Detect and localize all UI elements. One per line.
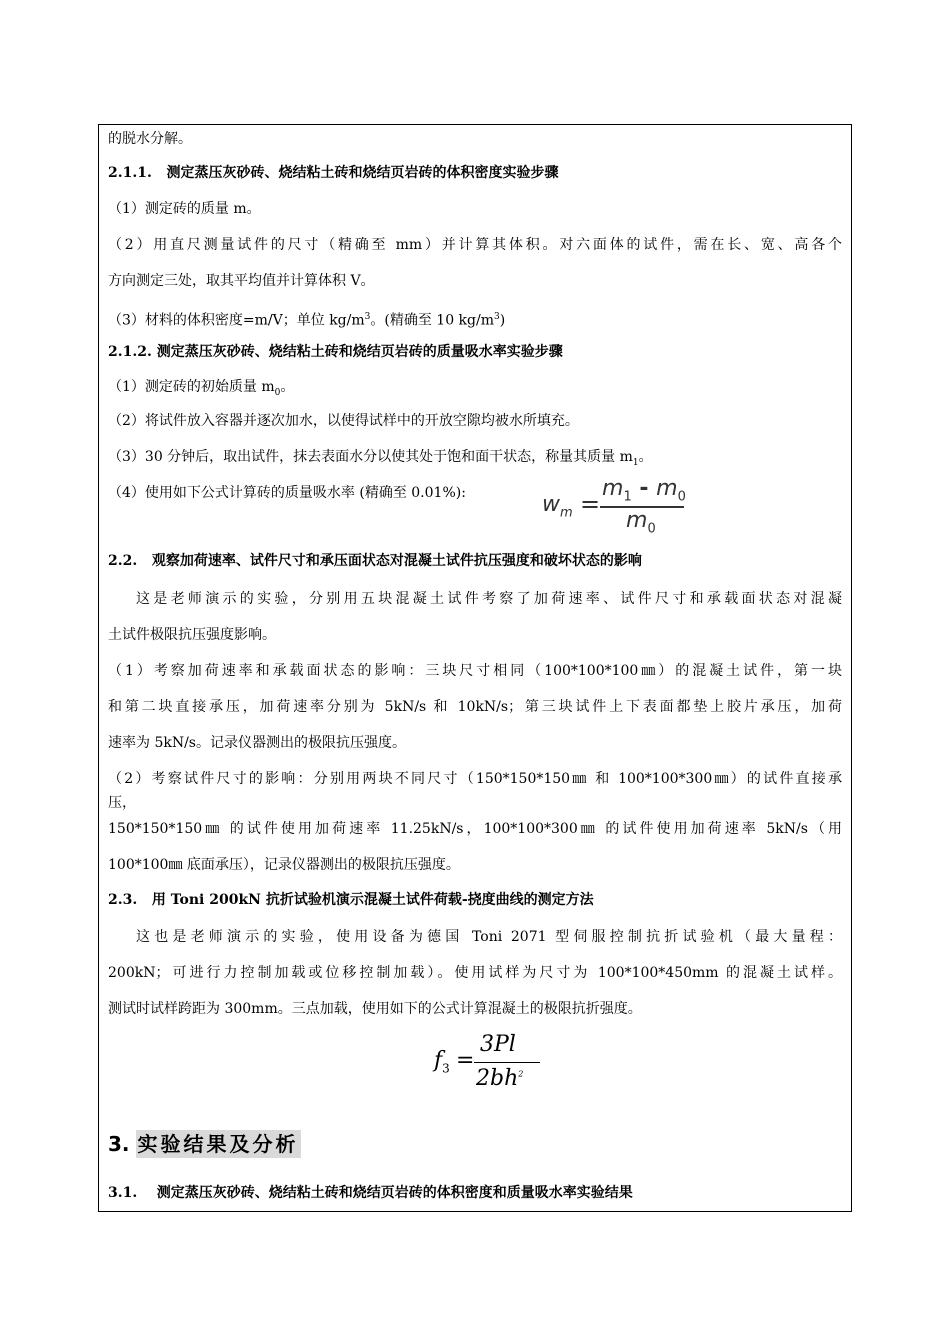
- para-2-2: 这是老师演示的实验，分别用五块混凝土试件考察了加荷速率、试件尺寸和承载面状态对混凝: [136, 591, 842, 607]
- heading-2-1-2: 2.1.2. 测定蒸压灰砂砖、烧结粘土砖和烧结页岩砖的质量吸水率实验步骤: [108, 344, 563, 360]
- case-1-line-2: 和第二块直接承压，加荷速率分别为 5kN/s 和 10kN/s；第三块试件上下表面都垫上胶片承压，加荷: [108, 699, 842, 715]
- heading-2-3: 2.3. 用 Toni 200kN 抗折试验机演示混凝土试件荷载-挠度曲线的测定方法: [108, 892, 594, 908]
- para-2-3: 这也是老师演示的实验，使用设备为德国 Toni 2071 型伺服控制抗折试验机（最大量程：: [136, 929, 842, 945]
- heading-2-1-1: 2.1.1. 测定蒸压灰砂砖、烧结粘土砖和烧结页岩砖的体积密度实验步骤: [108, 165, 559, 181]
- case-2-line-1: （2）考察试件尺寸的影响：分别用两块不同尺寸（150*150*150㎜ 和 100*100*300㎜）的试件直接承: [108, 771, 842, 787]
- absorb-step-1: （1）测定砖的初始质量 $m_0$。: [108, 379, 295, 398]
- para-2-2-cont: 土试件极限抗压强度影响。: [108, 627, 276, 643]
- fraction-bar: [474, 1062, 540, 1063]
- flexural-strength-formula: $f_3$ = 3Pl $2bh^2$: [430, 1030, 550, 1094]
- absorb-step-4: （4）使用如下公式计算砖的质量吸水率 (精确至 0.01%):: [108, 485, 466, 501]
- water-absorption-formula: $w_m$ = $m_1 - m_0$ $m_0$: [542, 476, 686, 537]
- continued-text: 的脱水分解。: [108, 131, 192, 147]
- heading-3-1: 3.1. 测定蒸压灰砂砖、烧结粘土砖和烧结页岩砖的体积密度和质量吸水率实验结果: [108, 1185, 633, 1201]
- case-1-line-3: 速率为 5kN/s。记录仪器测出的极限抗压强度。: [108, 735, 406, 751]
- absorb-step-3: （3）30 分钟后，取出试件，抹去表面水分以使其处于饱和面干状态，称量其质量 $m_1$。: [108, 449, 653, 468]
- section-3-heading: 3. 实验结果及分析: [108, 1132, 299, 1156]
- para-2-3-line-3: 测试时试样跨距为 300mm。三点加载，使用如下的公式计算混凝土的极限抗折强度。: [108, 1001, 642, 1017]
- case-2-line-2: 压，: [108, 795, 136, 811]
- step-1-mass: （1）测定砖的质量 m。: [108, 201, 261, 217]
- step-2-measure-cont: 方向测定三处，取其平均值并计算体积 V。: [108, 273, 375, 289]
- step-3-density: （3）材料的体积密度=m/V；单位 $kg/m^3$。(精确至 10 $kg/m^3$): [108, 312, 506, 329]
- heading-2-2: 2.2. 观察加荷速率、试件尺寸和承压面状态对混凝土试件抗压强度和破坏状态的影响: [108, 553, 642, 569]
- absorb-step-2: （2）将试件放入容器并逐次加水，以使得试样中的开放空隙均被水所填充。: [108, 413, 579, 429]
- case-2-line-4: 100*100㎜ 底面承压），记录仪器测出的极限抗压强度。: [108, 857, 460, 873]
- case-2-line-3: 150*150*150㎜ 的试件使用加荷速率 11.25kN/s，100*100*300㎜ 的试件使用加荷速率 5kN/s（用: [108, 821, 842, 837]
- para-2-3-line-2: 200kN；可进行力控制加载或位移控制加载）。使用试样为尺寸为 100*100*450mm 的混凝土试样。: [108, 965, 842, 981]
- case-1-line-1: （1）考察加荷速率和承载面状态的影响：三块尺寸相同（100*100*100㎜）的混凝土试件，第一块: [108, 663, 842, 679]
- step-2-measure: （2）用直尺测量试件的尺寸（精确至 mm）并计算其体积。对六面体的试件，需在长、宽、高各个: [108, 237, 842, 253]
